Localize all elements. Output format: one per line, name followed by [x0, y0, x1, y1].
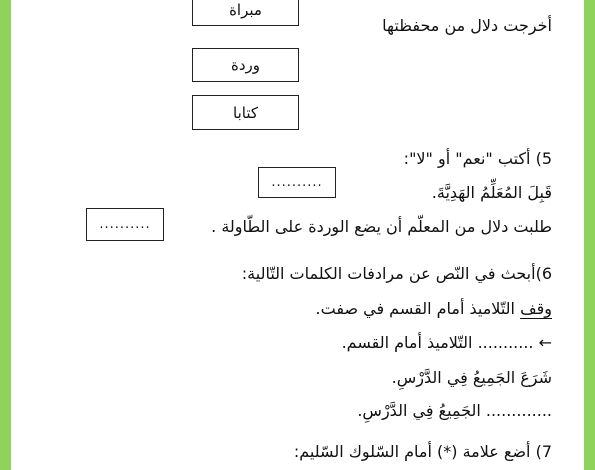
question-5-sentence-1: قَبِلَ المُعَلِّمُ الهَدِيَّةَ. — [431, 183, 552, 202]
question-6-example — [316, 298, 552, 320]
answer-placeholder: .......... — [271, 175, 323, 190]
answer-placeholder: .......... — [99, 217, 151, 232]
question-6-answer-1: ← ........... التّلاميذ أمام القسم. — [341, 333, 552, 352]
underlined-word: وقف — [520, 299, 552, 318]
option-label: كتابا — [233, 103, 258, 122]
answer-box-2[interactable] — [86, 208, 164, 241]
option-box-sharpener[interactable] — [192, 0, 299, 26]
question-6-sentence-2: شَرَعَ الجَمِيعُ فِي الدَّرْسِ. — [391, 368, 552, 387]
question-5-sentence-2: طلبت دلال من المعلّم أن يضع الوردة على الطّاولة . — [211, 217, 552, 236]
question-7-title: 7) أضع علامة (*) أمام السّلوك السّليم: — [293, 442, 552, 461]
question-6-title: 6)أبحث في النّص عن مرادفات الكلمات التّالية: — [241, 264, 552, 283]
left-green-border — [0, 0, 11, 470]
prompt-line: أخرجت دلال من محفظتها — [382, 16, 552, 35]
option-label: مبراة — [229, 1, 262, 19]
answer-box-1[interactable] — [258, 167, 336, 198]
option-box-rose[interactable] — [192, 48, 299, 82]
question-5-title: 5) أكتب "نعم" أو "لا": — [403, 149, 552, 168]
option-box-book[interactable] — [192, 95, 299, 130]
option-label: وردة — [230, 56, 261, 74]
example-rest: التّلاميذ أمام القسم في صفت. — [315, 299, 521, 318]
right-green-border — [584, 0, 595, 470]
worksheet-page — [11, 0, 584, 470]
question-6-answer-2: ............. الجَمِيعُ فِي الدَّرْسِ. — [357, 401, 552, 420]
